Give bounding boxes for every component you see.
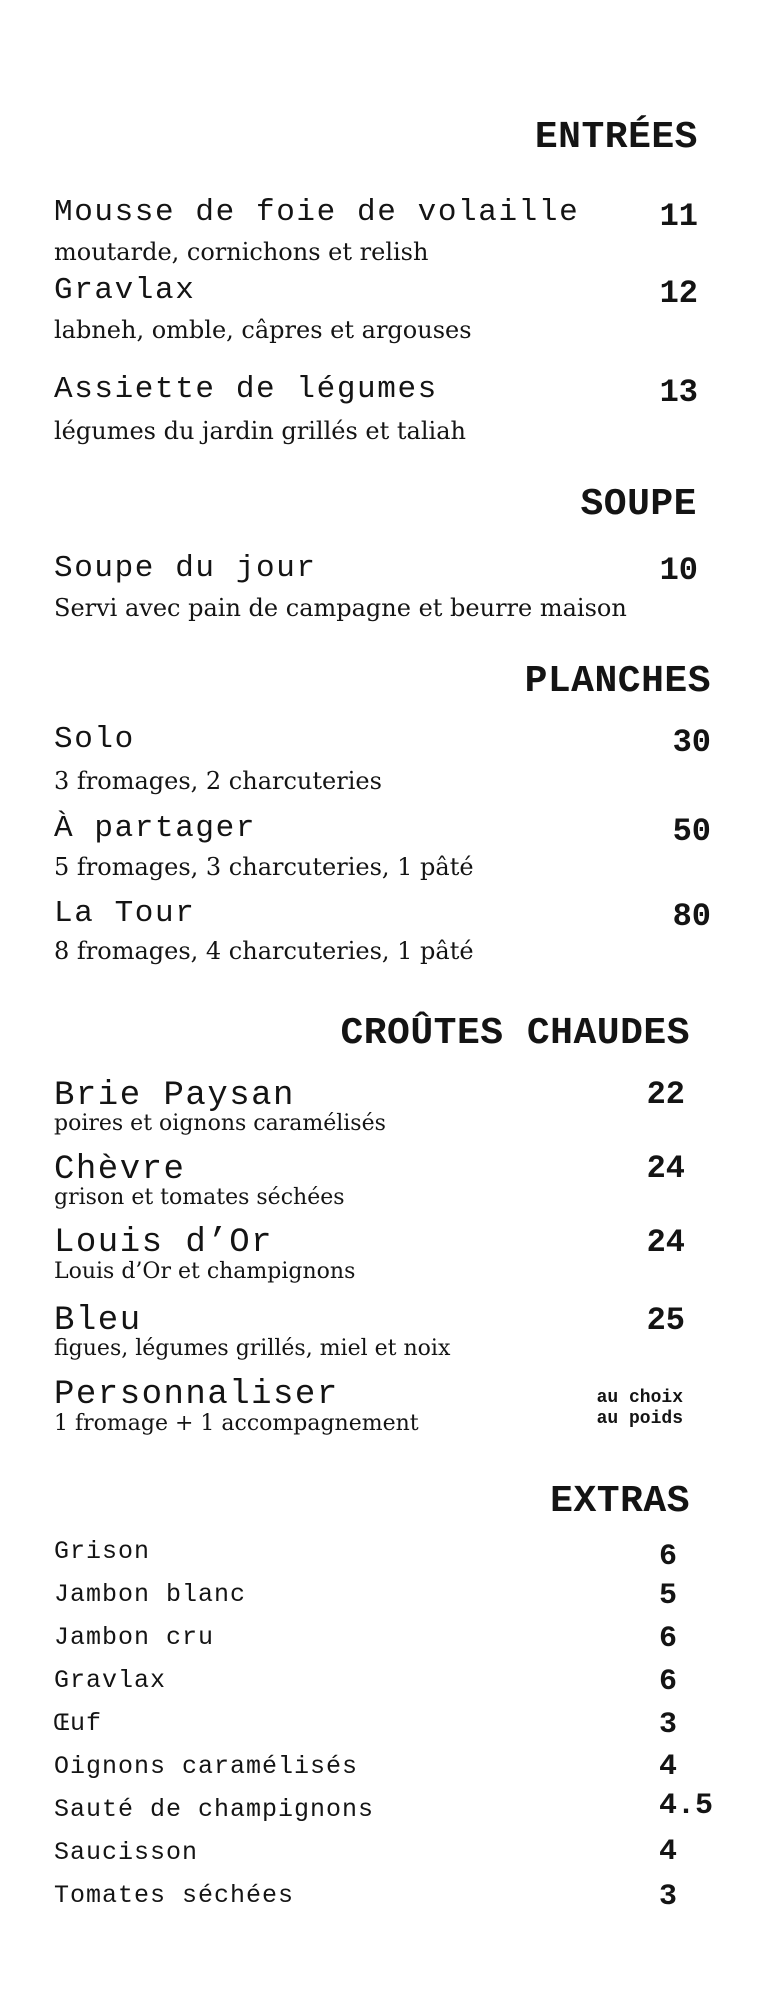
menu-item-description: légumes du jardin grillés et taliah — [54, 417, 466, 445]
menu-item-description: Louis d’Or et champignons — [54, 1259, 356, 1284]
extra-item-name: Œuf — [54, 1709, 103, 1738]
extra-item-name: Tomates séchées — [54, 1881, 295, 1910]
extra-item-price: 4.5 — [659, 1789, 714, 1823]
menu-item-price: 30 — [672, 724, 711, 761]
menu-item-name: La Tour — [54, 896, 196, 931]
section-heading-extras: EXTRAS — [550, 1480, 690, 1523]
section-heading-entrees: ENTRÉES — [534, 116, 698, 159]
menu-item-price: 24 — [646, 1224, 685, 1261]
menu-item-price: 80 — [672, 898, 711, 935]
section-heading-croutes-chaudes: CROÛTES CHAUDES — [340, 1012, 690, 1055]
menu-item-description: moutarde, cornichons et relish — [54, 238, 429, 266]
extra-item-name: Jambon cru — [54, 1623, 215, 1652]
extra-item-price: 5 — [659, 1579, 678, 1613]
extra-item-name: Sauté de champignons — [54, 1795, 375, 1824]
menu-item-name: Personnaliser — [54, 1376, 339, 1414]
menu-item-price: 22 — [646, 1076, 685, 1113]
price-note-line: au choix — [596, 1388, 683, 1408]
extra-item-name: Grison — [54, 1537, 151, 1566]
menu-item-description: labneh, omble, câpres et argouses — [54, 316, 472, 344]
section-heading-soupe: SOUPE — [580, 483, 697, 526]
extra-item-name: Jambon blanc — [54, 1580, 247, 1609]
menu-item-description: 5 fromages, 3 charcuteries, 1 pâté — [54, 853, 474, 881]
extra-item-price: 3 — [659, 1708, 678, 1742]
price-note-line: au poids — [596, 1409, 683, 1429]
extra-item-price: 3 — [659, 1880, 678, 1914]
menu-item-price: 50 — [672, 813, 711, 850]
menu-item-description: 3 fromages, 2 charcuteries — [54, 767, 382, 795]
extra-item-name: Oignons caramélisés — [54, 1752, 359, 1781]
section-heading-planches: PLANCHES — [524, 660, 711, 703]
menu-item-description: poires et oignons caramélisés — [54, 1111, 386, 1136]
extra-item-name: Gravlax — [54, 1666, 167, 1695]
menu-item-name: Brie Paysan — [54, 1077, 295, 1115]
menu-item-name: Mousse de foie de volaille — [54, 195, 580, 230]
menu-item-name: Bleu — [54, 1302, 142, 1340]
menu-item-description: Servi avec pain de campagne et beurre maison — [54, 594, 627, 622]
menu-item-price-note — [597, 1388, 683, 1430]
menu-item-price: 12 — [659, 275, 698, 312]
menu-item-price: 10 — [659, 552, 698, 589]
menu-item-price: 24 — [646, 1150, 685, 1187]
menu-item-description: figues, légumes grillés, miel et noix — [54, 1336, 451, 1361]
menu-item-name: Chèvre — [54, 1151, 186, 1189]
menu-item-name: Assiette de légumes — [54, 372, 438, 407]
menu-item-name: Louis d’Or — [54, 1224, 274, 1262]
extra-item-price: 4 — [659, 1835, 678, 1869]
menu-item-description: 1 fromage + 1 accompagnement — [54, 1411, 419, 1436]
menu-item-name: Soupe du jour — [54, 551, 317, 586]
menu-item-name: À partager — [54, 811, 257, 846]
extra-item-price: 6 — [659, 1665, 678, 1699]
extra-item-price: 4 — [659, 1750, 678, 1784]
menu-item-price: 13 — [659, 374, 698, 411]
menu-item-price: 11 — [659, 198, 698, 235]
menu-item-name: Gravlax — [54, 273, 196, 308]
extra-item-price: 6 — [659, 1540, 678, 1574]
extra-item-name: Saucisson — [54, 1838, 199, 1867]
extra-item-price: 6 — [659, 1622, 678, 1656]
menu-item-description: 8 fromages, 4 charcuteries, 1 pâté — [54, 937, 474, 965]
menu-item-name: Solo — [54, 722, 135, 757]
menu-item-description: grison et tomates séchées — [54, 1185, 345, 1210]
menu-item-price: 25 — [646, 1302, 685, 1339]
